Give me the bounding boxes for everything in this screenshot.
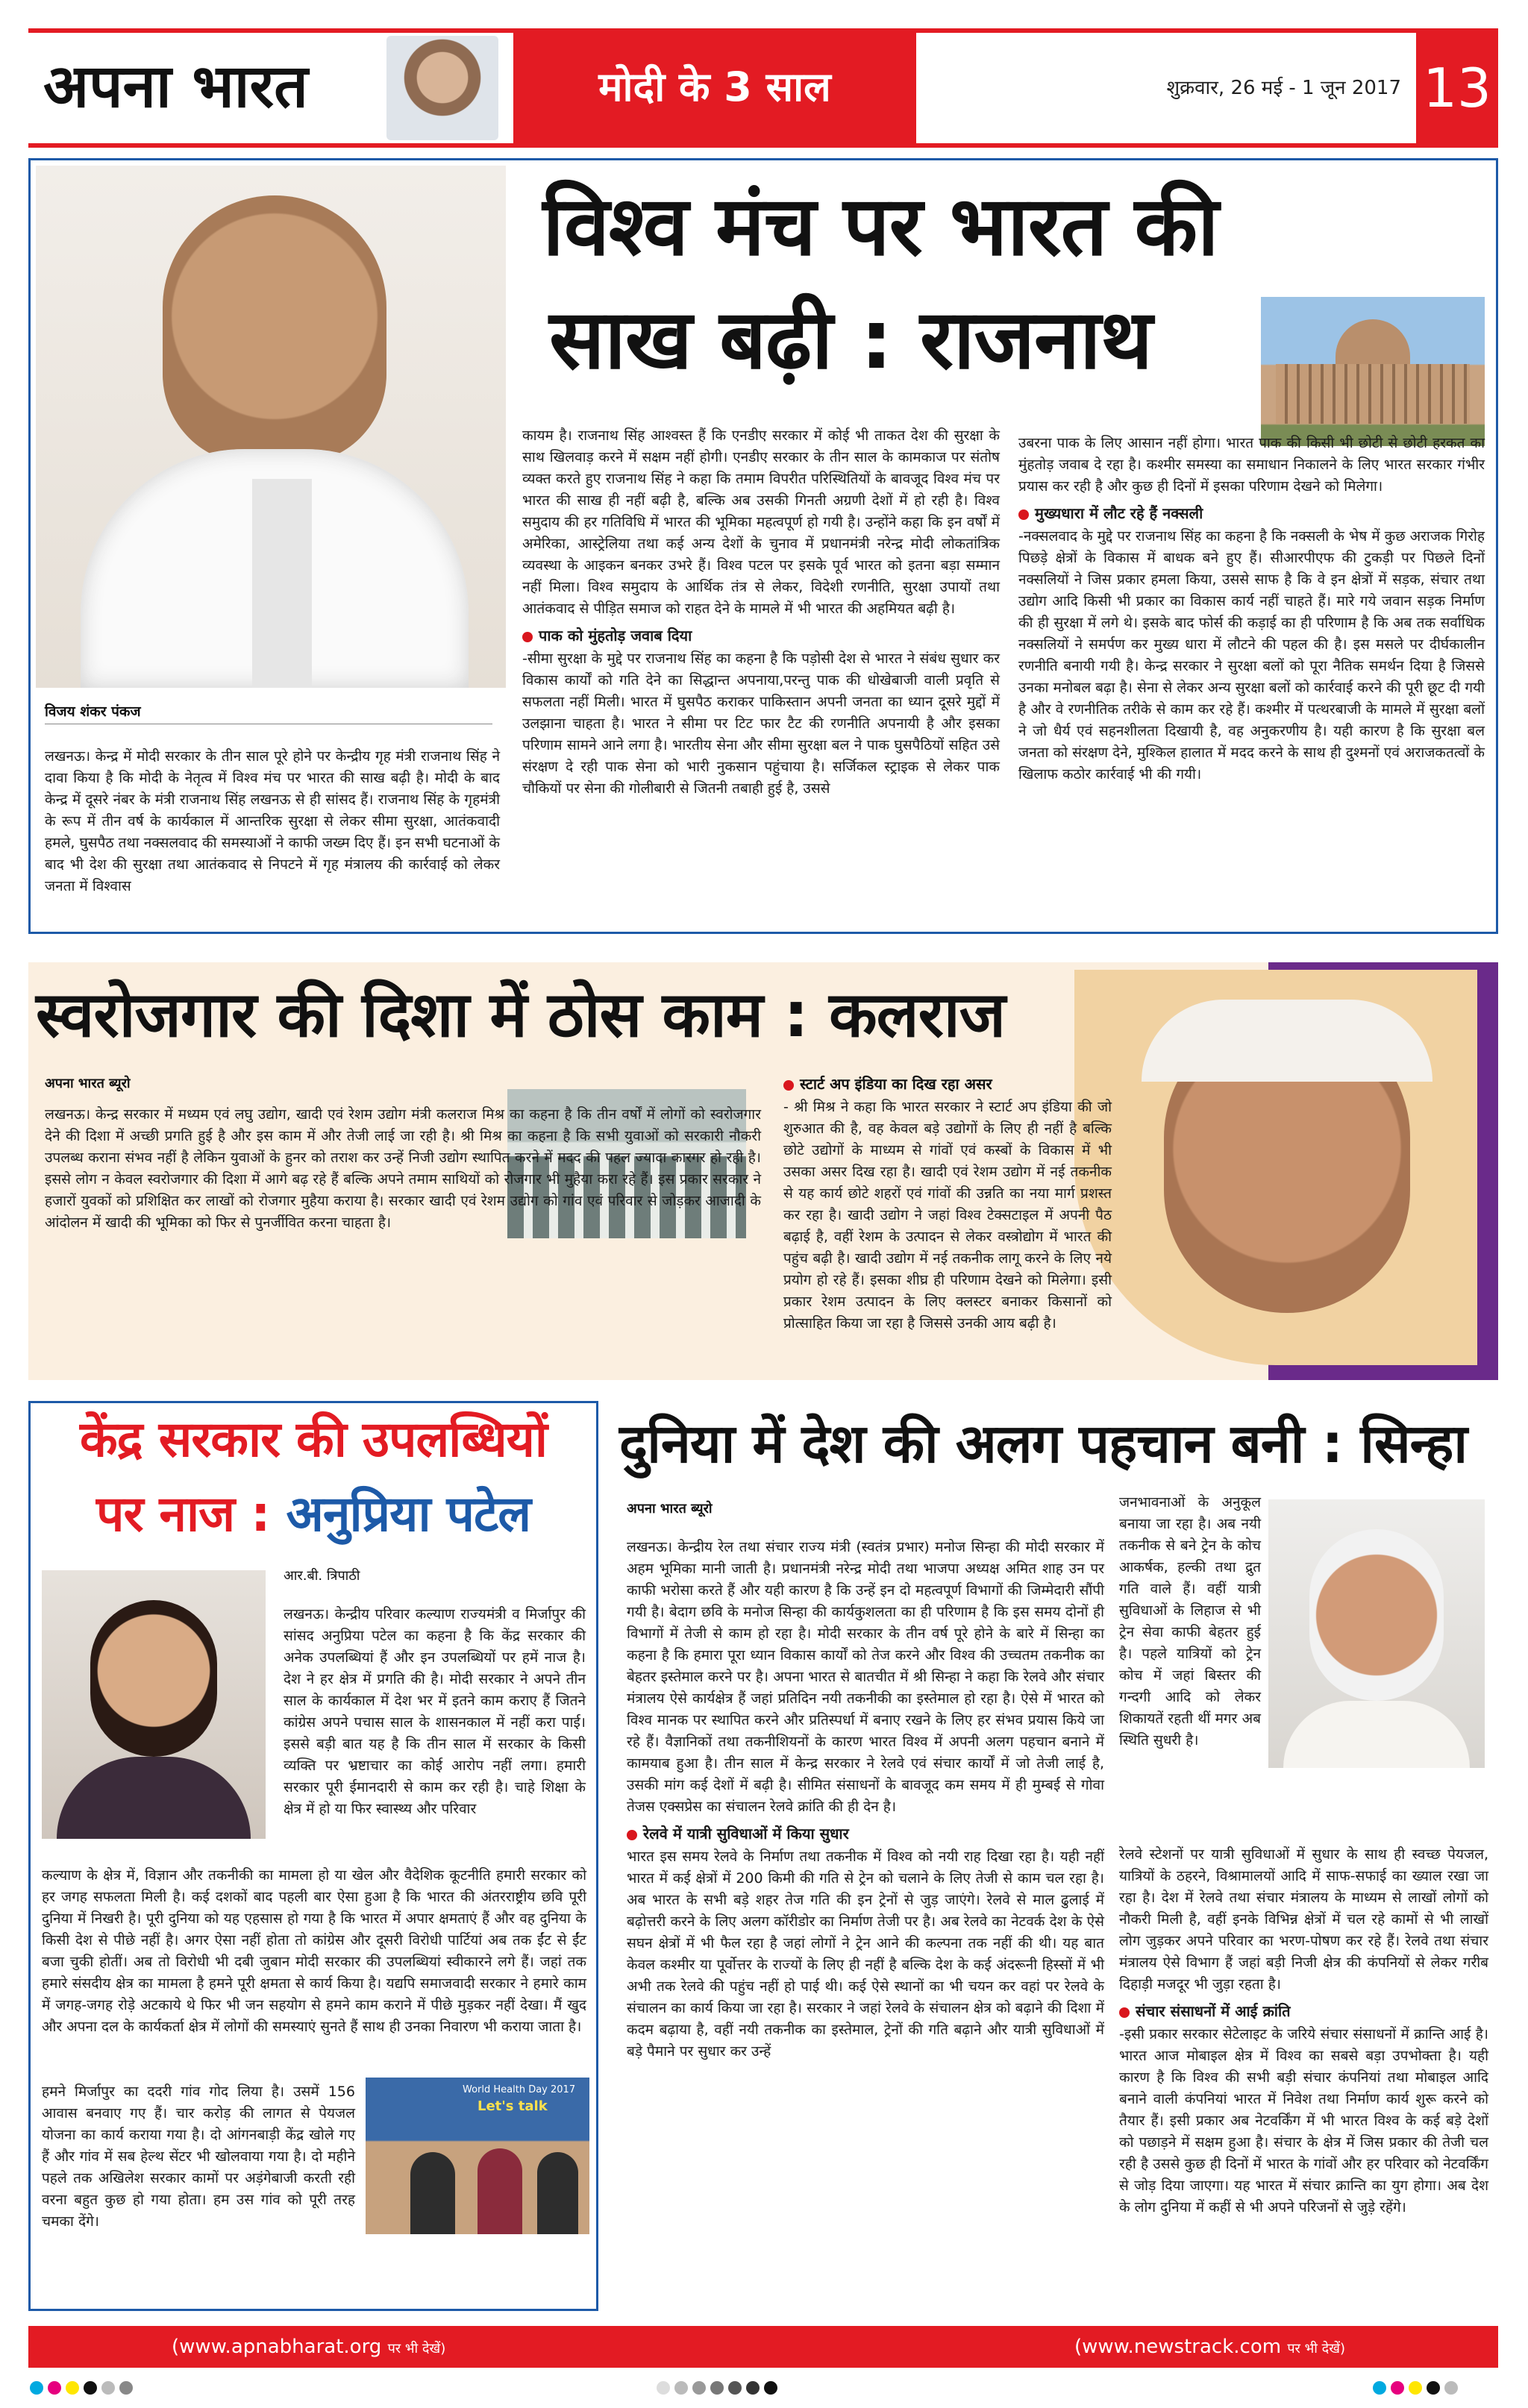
event-banner-text2: Let's talk <box>478 2098 548 2114</box>
rajnath-photo <box>36 166 506 688</box>
registration-marks-right <box>1373 2381 1462 2398</box>
footer-right-link[interactable]: (www.newstrack.com पर भी देखें) <box>1074 2336 1345 2358</box>
section-title: मोदी के 3 साल <box>598 63 831 110</box>
anupriya-col-top: लखनऊ। केन्द्रीय परिवार कल्याण राज्यमंत्री व मिर्जापुर की सांसद अनुप्रिया पटेल का कहना है कि केंद्र सरकार की अनेक उपलब्धियां हैं और इन उपलब्धियों पर हमें नाज है। देश ने हर क्षेत्र में प्रगति की है। मोदी सरकार ने अपने तीन साल के कार्यकाल में देश भर में इतने काम कराए हैं जितने कांग्रेस अपने पचास साल के शासनकाल में नहीं करा पाई। इससे बड़ी बात यह है कि तीन साल में सरकार के किसी व्यक्ति पर भ्रष्टाचार का कोई आरोप नहीं लगा। हमारी सरकार पूरी ईमानदारी से काम कर रही है। चाहे शिक्षा के क्षेत्र में हो या फिर स्वास्थ्य और परिवार <box>284 1606 586 1817</box>
rajnath-col2: कायम है। राजनाथ सिंह आश्वस्त हैं कि एनडीए सरकार में कोई भी ताकत देश की सुरक्षा के साथ खिलवाड़ करने में सक्षम नहीं होगी। एनडीए सरकार के तीन साल के कामकाज पर संतोष व्यक्त करते हुए राजनाथ सिंह ने कहा कि तमाम विपरीत परिस्थितियों के बावजूद विश्व मंच पर भारत की साख ही नहीं बढ़ी है, बल्कि अब उसकी गिनती अग्रणी देशों में हो रही है। विश्व समुदाय की हर गतिविधि में भारत की भूमिका महत्वपूर्ण हो गयी है। उन्होंने कहा कि इन वर्षों में अमेरिका, आस्ट्रेलिया तथा कई अन्य देशों के चुनाव में प्रधानमंत्री नरेन्द्र मोदी लोकतांत्रिक व्यवस्था के आइकन बनकर उभरे हैं। विश्व पटल पर इसके पूर्व भारत को इतना बड़ा सम्मान नहीं मिला। विश्व समुदाय के आर्थिक तंत्र से लेकर, विदेशी रणनीति, सुरक्षा उपायों तथा आतंकवाद से पीड़ित समाज को राहत देने के मामले में भी भारत की अहमियत बढ़ी है। पाक को मुंहतोड़ जवाब दिया -सीमा सुरक्षा के मुद्दे पर राजनाथ सिंह का कहना है कि पड़ोसी देश से भारत ने संबंध सुधार कर विकास कार्यों को गति देने का सिद्धान्त अपनाया,परन्तु पाक की धोखेबाजी वाली प्रवृति से सफलता नहीं मिली। भारत में घुसपैठ कराकर पाकिस्तान अपनी जनता का ध्यान दूसरे मुद्दों में उलझाना चाहता है। भारत ने सीमा पर टिट फार टैट की रणनीति अपनायी है और इसका परिणाम सामने आने लगा है। भारतीय सेना और सीमा सुरक्षा बल ने पाक घुसपैठियों सहित उसे संरक्षण दे रही पाक सेना को भारी नुकसान पहुंचाया है। सर्जिकल स्ट्राइक से लेकर पाक चौकियों पर सेना की गोलीबारी से जितनी तबाही हुई है, उससे <box>522 427 1000 797</box>
anupriya-headline-line2: पर नाज : अनुप्रिया पटेल <box>96 1485 531 1543</box>
parliament-photo <box>1261 297 1485 446</box>
masthead <box>28 28 1498 148</box>
sinha-subhead-railway: रेलवे में यात्री सुविधाओं में किया सुधार <box>627 1822 1104 1845</box>
rajnath-subhead-naxal: मुख्यधारा में लौट रहे हैं नक्सली <box>1018 502 1485 524</box>
anupriya-photo <box>42 1570 266 1839</box>
bullet-icon <box>783 1080 794 1091</box>
anupriya-col-bottom: हमने मिर्जापुर का ददरी गांव गोद लिया है। उसमें 156 आवास बनवाए गए हैं। चार करोड़ की लागत से पेयजल योजना का कार्य कराया गया है। दो आंगनबाड़ी केंद्र खोले गए हैं और गांव में सब हेल्थ सेंटर भी खोलवाया गया है। दो महीने पहले तक अखिलेश सरकार कामों पर अड़ंगेबाजी करती रही वरना बहुत कुछ हो गया होता। हम उस गांव को पूरी तरह चमका देंगे। <box>42 2084 355 2230</box>
bullet-icon <box>1018 509 1029 520</box>
kalraj-col1: लखनऊ। केन्द्र सरकार में मध्यम एवं लघु उद्योग, खादी एवं रेशम उद्योग मंत्री कलराज मिश्र का कहना है कि तीन वर्षों में लोगों को स्वरोजगार देने की दिशा में अच्छी प्रगति हुई है और इस काम में और तेजी लाई जा रही है। श्री मिश्र का कहना है कि सभी युवाओं को सरकारी नौकरी उपलब्ध कराना संभव नहीं है लेकिन युवाओं के हुनर को तराश कर उन्हें निजी उद्योग स्थापित करने में मदद की पहल ज्यादा कारगर हो रही है। इससे लोग न केवल स्वरोजगार की दिशा में आगे बढ़ रहे हैं बल्कि अपने तमाम साथियों को रोजगार भी मुहैया करा रहे हैं। इस प्रकार सरकार ने हजारों युवकों को प्रशिक्षित कर लाखों को रोजगार मुहैया कराया है। सरकार खादी एवं रेशम उद्योग को गांव एवं परिवार से जोड़कर आजादी के आंदोलन में खादी की भूमिका को फिर से पुनर्जीवित करना चाहता है। <box>45 1106 761 1231</box>
anupriya-headline-line1: केंद्र सरकार की उपलब्धियों <box>79 1411 548 1468</box>
anupriya-byline: आर.बी. त्रिपाठी <box>284 1568 360 1584</box>
bullet-icon <box>1119 2007 1130 2018</box>
modi-portrait <box>386 36 498 140</box>
kalraj-subhead-startup: स्टार्ट अप इंडिया का दिख रहा असर <box>783 1073 1156 1095</box>
footer-left-link[interactable]: (www.apnabharat.org पर भी देखें) <box>172 2336 446 2358</box>
anupriya-event-photo <box>366 2078 589 2234</box>
rajnath-headline-line1: विश्व मंच पर भारत की <box>542 178 1218 274</box>
registration-marks-center <box>657 2381 782 2398</box>
rajnath-headline-line2: साख बढ़ी : राजनाथ <box>549 292 1152 387</box>
anupriya-col-body: कल्याण के क्षेत्र में, विज्ञान और तकनीकी का मामला हो या खेल और वैदेशिक कूटनीति हमारी सरकार को हर जगह सफलता मिली है। कई दशकों बाद पहली बार ऐसा हुआ है कि भारत की अंतरराष्ट्रीय छवि पूरी दुनिया में निखरी है। पूरी दुनिया को यह एहसास हो गया है कि भारत में अपार क्षमताएं हैं और वह दुनिया के किसी देश से पीछे नहीं है। अगर ऐसा नहीं होता तो कांग्रेस और दूसरी विरोधी पार्टियां अब तक ईंट से ईंट बजा चुकी होतीं। अब तो विरोधी भी दबी जुबान मोदी सरकार की उपलब्धियां स्वीकारने लगे हैं। जहां तक हमारे संसदीय क्षेत्र का मामला है हमने पूरी क्षमता से कार्य किया है। यद्यपि समाजवादी सरकार ने हमारे काम में जगह-जगह रोड़े अटकाये थे फिर भी जन सहयोग से हमने काम कराने में पीछे मुड़कर नहीं देखा। मैं खुद और अपना दल के कार्यकर्ता क्षेत्र में लोगों की समस्याएं सुनते हैं साथ ही उनका निवारण भी कराया जाता है। <box>42 1867 586 2035</box>
rajnath-subhead-pak: पाक को मुंहतोड़ जवाब दिया <box>522 624 1000 647</box>
sinha-headline: दुनिया में देश की अलग पहचान बनी : सिन्हा <box>619 1412 1468 1475</box>
sinha-byline: अपना भारत ब्यूरो <box>627 1501 713 1517</box>
rajnath-col3: उबरना पाक के लिए आसान नहीं होगा। भारत पाक की किसी भी छोटी से छोटी हरकत का मुंहतोड़ जवाब दे रहा है। कश्मीर समस्या का समाधान निकालने के लिए भारत सरकार गंभीर प्रयास कर रही है और कुछ ही दिनों में इसका परिणाम देखने को मिलेगा। मुख्यधारा में लौट रहे हैं नक्सली -नक्सलवाद के मुद्दे पर राजनाथ सिंह का कहना है कि नक्सली के भेष में कुछ अराजक गिरोह पिछड़े क्षेत्रों के विकास में बाधक बने हुए हैं। सीआरपीएफ की टुकड़ी पर पिछले दिनों नक्सलियों ने जिस प्रकार हमला किया, उससे साफ है कि वे इन क्षेत्रों में सड़क, संचार तथा उद्योग आदि किसी भी प्रकार का विकास कार्य नहीं चाहते हैं। मारे गये जवान सड़क निर्माण की ही सुरक्षा में लगे थे। इसके बाद फोर्स की कड़ाई का ही परिणाम है कि अब तक सर्वाधिक नक्सलियों ने समर्पण कर मुख्य धारा में लौटने की पहल की है। इस मसले पर दीर्घकालीन रणनीति बनायी गयी है। केन्द्र सरकार ने सुरक्षा बलों को पूरा नैतिक समर्थन दिया है जिससे उनका मनोबल बढ़ा है। सेना से लेकर अन्य सुरक्षा बलों को कार्रवाई करने की पूरी छूट दी गयी है और वे रणनीतिक तरीके से काम कर रहे हैं। कश्मीर में पत्थरबाजी के मामले में सुरक्षा बलों ने जो धैर्य एवं सहनशीलता दिखायी है, वह अनुकरणीय है। यही कारण है कि सुरक्षा बल जनता को संरक्षण देने, मुश्किल हालात में मदद करने के साथ ही दुश्मनों एवं अराजकतत्वों के खिलाफ कठोर कार्रवाई भी की गयी। <box>1018 435 1485 783</box>
issue-date: शुक्रवार, 26 मई - 1 जून 2017 <box>1166 77 1401 99</box>
kalraj-photo <box>1074 970 1477 1365</box>
kalraj-col2: - श्री मिश्र ने कहा कि भारत सरकार ने स्टार्ट अप इंडिया की जो शुरुआत की है, वह केवल बड़े उद्योगों के लिए ही नहीं है बल्कि छोटे उद्योगों के माध्यम से गांवों एवं कस्बों के विकास में भी उसका असर दिख रहा है। खादी एवं रेशम उद्योग में नई तकनीक से यह कार्य छोटे शहरों एवं गांवों की उन्नति का नया मार्ग प्रशस्त कर रहा है। खादी उद्योग ने जहां विश्व टेक्सटाइल में अपनी पैठ बढ़ाई है, वहीं रेशम के उत्पादन से लेकर वस्त्रोद्योग में भारत की पहुंच बढ़ी है। खादी उद्योग में नई तकनीक लागू करने के लिए नये प्रयोग हो रहे हैं। इसका शीघ्र ही परिणाम देखने को मिलेगा। इसी प्रकार रेशम उत्पादन के लिए क्लस्टर बनाकर किसानों को प्रोत्साहित किया जा रहा है जिससे उनकी आय बढ़ी है। <box>783 1099 1112 1332</box>
logo: अपना भारत <box>43 51 308 121</box>
sinha-col1: लखनऊ। केन्द्रीय रेल तथा संचार राज्य मंत्री (स्वतंत्र प्रभार) मनोज सिन्हा की मोदी सरकार में अहम भूमिका मानी जाती है। प्रधानमंत्री नरेन्द्र मोदी तथा भाजपा अध्यक्ष अमित शाह उन पर काफी भरोसा करते हैं और यही कारण है कि उन्हें इन दो महत्वपूर्ण विभागों की जिम्मेदारी सौंपी गयी है। बेदाग छवि के मनोज सिन्हा की कार्यकुशलता का ही परिणाम है कि इस समय दोनों ही विभागों में तेजी से काम हो रहा है। मोदी सरकार के तीन वर्ष पूरे होने के बारे में सिन्हा का कहना है कि हमारा पूरा ध्यान विकास कार्यों को तेज करने और विश्व की उच्चतम तकनीक का बेहतर इस्तेमाल करने पर है। अपना भारत से बातचीत में श्री सिन्हा ने कहा कि रेलवे और संचार मंत्रालय ऐसे कार्यक्षेत्र हैं जहां प्रतिदिन नयी तकनीकी का इस्तेमाल हो रहा है। ऐसे में भारत को विश्व मानक पर स्थापित करने और प्रतिस्पर्धा में बनाए रखने के लिए हर संभव प्रयास किये जा रहे हैं। वैज्ञानिकों तथा तकनीशियनों के कारण भारत विश्व में अपनी अलग पहचान बनाने में कामयाब हुआ है। तीन साल में केन्द्र सरकार ने रेलवे एवं संचार कार्यों में जो तेजी लाई है, उसकी मांग कई देशों में बढ़ी है। सीमित संसाधनों के बावजूद कम समय में ही मुम्बई से गोवा तेजस एक्सप्रेस का संचालन रेलवे क्रांति की ही देन है। रेलवे में यात्री सुविधाओं में किया सुधार भारत इस समय रेलवे के निर्माण तथा तकनीक में विश्व को नयी राह दिखा रहा है। यही नहीं भारत में कई क्षेत्रों में 200 किमी की गति से ट्रेन को चलाने के लिए तेजी से काम चल रहा है। अब भारत के सभी बड़े शहर तेज गति की इन ट्रेनों से जुड़ जाएंगे। रेलवे से माल ढुलाई में बढ़ोत्तरी करने के लिए अलग कॉरीडोर का निर्माण तेजी पर है। अब रेलवे का नेटवर्क देश के ऐसे सघन क्षेत्रों में भी फैल रहा है जहां लोगों ने ट्रेन आने की कल्पना तक नहीं की थी। यह बात केवल कश्मीर या पूर्वोत्तर के राज्यों के लिए ही नहीं है बल्कि देश के कई अंदरूनी हिस्सों में भी अभी तक रेलवे की पहुंच नहीं हो पाई थी। कई ऐसे स्थानों का भी चयन कर वहां पर रेलवे के संचालन का कार्य किया जा रहा है। सरकार ने जहां रेलवे के संचालन क्षेत्र को बढ़ाने की दिशा में कदम बढ़ाया है, वहीं नयी तकनीक का इस्तेमाल, ट्रेनों की गति बढ़ाने और यात्री सुविधाओं में बड़े पैमाने पर सुधार कर उन्हें <box>627 1539 1104 2060</box>
kalraj-headline: स्वरोजगार की दिशा में ठोस काम : कलराज <box>36 978 1006 1051</box>
masthead-bottom-rule <box>28 143 1498 148</box>
page-number: 13 <box>1423 57 1491 119</box>
sinha-col2a: जनभावनाओं के अनुकूल बनाया जा रहा है। अब नयी तकनीक से बने ट्रेन के कोच आकर्षक, हल्की तथा द्रुत गति वाले हैं। वहीं यात्री सुविधाओं के लिहाज से भी ट्रेन सेवा काफी बेहतर हुई है। पहले यात्रियों को ट्रेन कोच में जहां बिस्तर की गन्दगी आदि को लेकर शिकायतें रहती थीं मगर अब स्थिति सुधरी है। <box>1119 1494 1261 1749</box>
kalraj-byline: अपना भारत ब्यूरो <box>45 1076 131 1091</box>
bullet-icon <box>627 1830 637 1840</box>
bullet-icon <box>522 632 533 642</box>
rajnath-byline: विजय शंकर पंकज <box>45 701 492 724</box>
rajnath-col1: लखनऊ। केन्द्र में मोदी सरकार के तीन साल पूरे होने पर केन्द्रीय गृह मंत्री राजनाथ सिंह ने दावा किया है कि मोदी के नेतृत्व में विश्व मंच पर भारत की साख बढ़ी है। मोदी के बाद केन्द्र में दूसरे नंबर के मंत्री राजनाथ सिंह लखनऊ से ही सांसद हैं। राजनाथ सिंह के गृहमंत्री के रूप में तीन वर्ष के कार्यकाल में आन्तरिक सुरक्षा से लेकर सीमा सुरक्षा, आतंकवादी हमले, घुसपैठ तथा नक्सलवाद की समस्याओं ने काफी जख्म दिए हैं। इन सभी घटनाओं के बाद भी देश की सुरक्षा तथा आतंकवाद से निपटने में गृह मंत्रालय की कार्रवाई को लेकर जनता में विश्वास <box>45 748 500 894</box>
sinha-col2b: रेलवे स्टेशनों पर यात्री सुविधाओं में सुधार के साथ ही स्वच्छ पेयजल, यात्रियों के ठहरने, विश्रामालयों आदि में साफ-सफाई का ख्याल रखा जा रहा है। देश में रेलवे तथा संचार मंत्रालय के माध्यम से लाखों लोगों को नौकरी मिली है, वहीं इनके विभिन्न क्षेत्रों में चल रहे कामों से भी लाखों लोग जुड़कर अपने परिवार का भरण-पोषण कर रहे हैं। रेलवे तथा संचार मंत्रालय ऐसे विभाग हैं जहां बड़ी निजी क्षेत्र की कंपनियों से लेकर गरीब दिहाड़ी मजदूर भी जुड़ा रहता है। संचार संसाधनों में आई क्रांति -इसी प्रकार सरकार सेटेलाइट के जरिये संचार संसाधनों में क्रान्ति आई है। भारत आज मोबाइल क्षेत्र में विश्व का सबसे बड़ा उपभोक्ता है। यही कारण है कि विश्व की सभी बड़ी संचार कंपनियां तथा मोबाइल आदि बनाने वाली कंपनियां भारत में निवेश तथा निर्माण कार्य शुरू करने को तैयार हैं। इसी प्रकार अब नेटवर्किंग में भी भारत विश्व के कई बड़े देशों को पछाड़ने में सक्षम हुआ है। संचार के क्षेत्र में जिस प्रकार की तेजी चल रही है उससे कुछ ही दिनों में भारत के गांवों और हर परिवार को नेटवर्किंग से जोड़ दिया जाएगा। यह भारत में संचार क्रान्ति का युग होगा। अब देश के लोग दुनिया में कहीं से भी अपने परिजनों से जुड़े रहेंगे। <box>1119 1846 1488 2216</box>
sinha-photo <box>1268 1499 1485 1768</box>
sinha-subhead-telecom: संचार संसाधनों में आई क्रांति <box>1119 2000 1488 2022</box>
event-banner-text: World Health Day 2017 <box>463 2084 576 2095</box>
registration-marks-left <box>30 2381 137 2398</box>
